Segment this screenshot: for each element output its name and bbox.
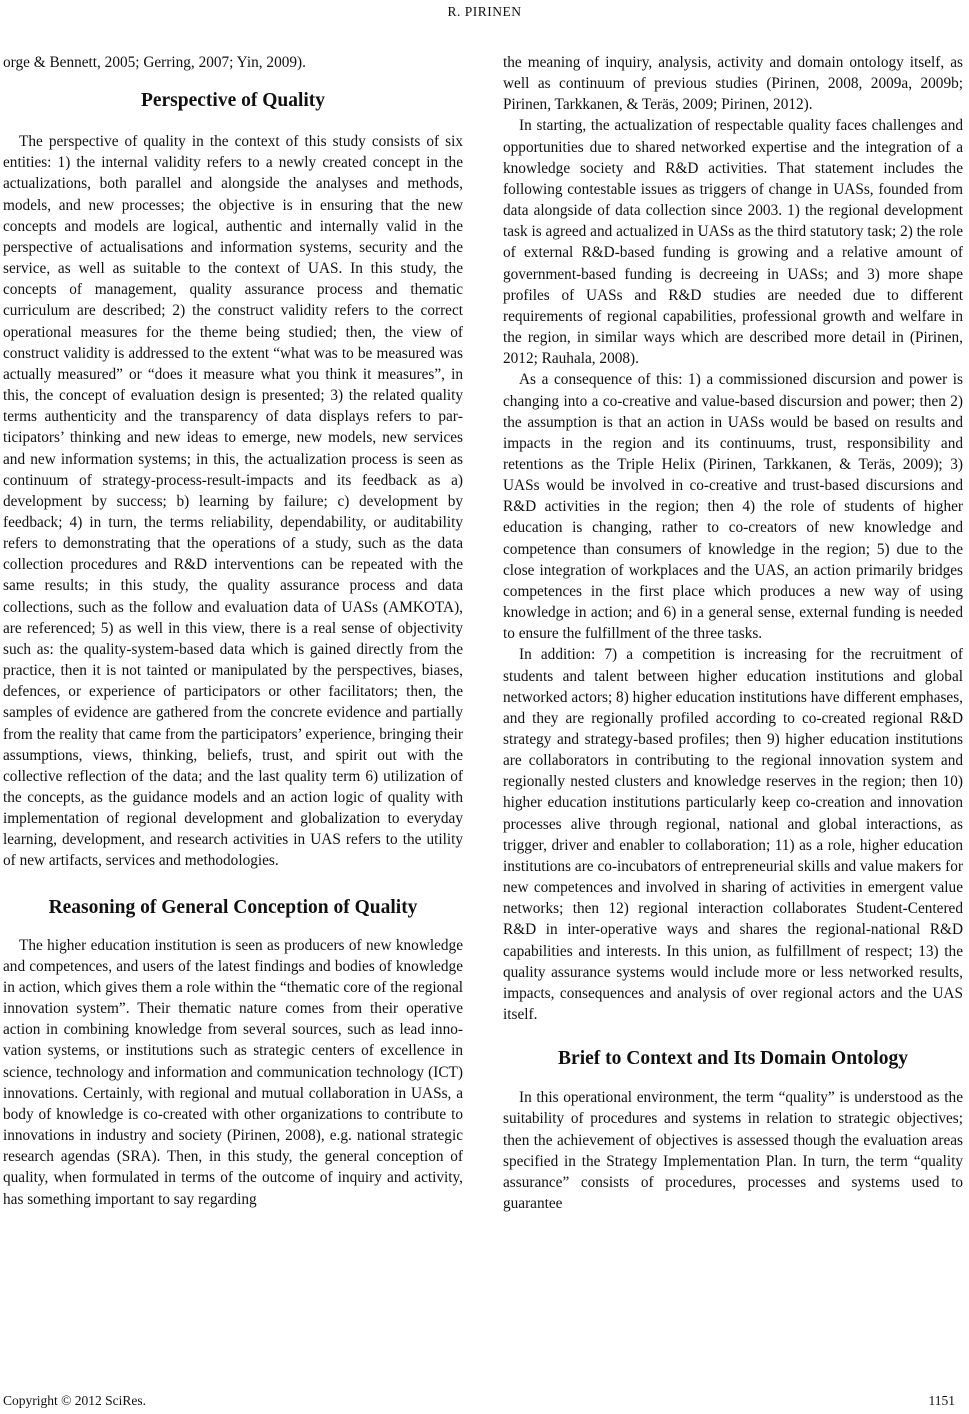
paragraph-continuation: the meaning of inquiry, analysis, activity and domain ontology itself, as well as continuum of previous studies (Pirinen, 2008, 2009a, 2009b; Pirinen, Tarkkanen, & Teräs, 2009; Pirinen, 2012). [503, 54, 963, 114]
section-heading-brief-to-context: Brief to Context and Its Domain Ontology [558, 1048, 908, 1070]
running-head: R. PIRINEN [447, 4, 522, 19]
paragraph-in-starting: In starting, the actualization of respectable quality faces challenges and opportunities due to shared networked expertise and the integration of a knowledge society and R&D activities. That statement includes the following contestable issues as triggers of change in UASs, founded from data alongside of data collection since 2003. 1) the regional development task is agreed and actualized in UASs as the third statutory task; 2) the role of external R&D-based funding is growing and a relative amount of government-based funding is decreeing in UASs; and 3) more shape profiles of UASs and R&D studies are needed due to different requirements of regional capabilities, professional growth and welfare in the region, in similar ways which are described more detail in (Pirinen, 2012; Rauhala, 2008). [503, 117, 963, 368]
copyright-notice: Copyright © 2012 SciRes. [3, 1393, 147, 1408]
paragraph-perspective-of-quality: The perspective of quality in the context of this study consists of six entities: 1) the internal validity refers to a newly created concept in the actualizations, both parallel and alongside the analyses and methods, models, and new processes; the objective is in ensuring that the new concepts and models are logical, authentic and internally valid in the perspective of actualisations and information systems, security and the service, as well as suitable to the context of UAS. In this study, the concepts of management, quality assurance process and thematic curriculum are described; 2) the construct validity refers to the correct operational measures for the theme being studied; then, the view of construct validity is addressed to the extent “what was to be measured was actually measured” or “does it measure what you think it measures”, in this, the concept of evaluation design is presented; 3) the related quality terms authenticity and the transparency of data displays refers to participators’ thinking and new ideas to emerge, new models, new services and new information systems; in this, the actualization process is seen as continuum of strategy-process-result-impacts and its feedback as a) development by success; b) learning by failure; c) development by feedback; 4) in turn, the terms reliability, dependability, or auditability refers to demonstrating that the operations of a study, such as the data collection procedures and R&D interventions can be repeated with the same results; in this study, the quality assurance process and data collections, such as the follow and evaluation data of UASs (AMKOTA), are referenced; 5) as well in this view, there is a real sense of objectivity such as: the quality-system-based data which is gained directly from the practice, then it is not tainted or manipulated by the perspectives, biases, defences, or experience of participators or other facilitators; then, the samples of evidence are gathered from the concrete evidence and partially from the reality that came from the participators’ experience, bringing their assumptions, views, thinking, beliefs, trust, and spirit out with the collective reflection of the data; and the last quality term 6) utilization of the concepts, as the guidance models and an action logic of quality with implementation of regional development and globalization to everyday learning, development, and research activities in UAS refers to the utility of new artifacts, services and methodologies. [3, 133, 463, 870]
section-heading-reasoning: Reasoning of General Conception of Quality [48, 896, 418, 918]
opening-fragment: orge & Bennett, 2005; Gerring, 2007; Yin, 2009). [3, 54, 306, 71]
paragraph-operational-environment: In this operational environment, the term “quality” is understood as the suitability of procedures and systems in relation to strategic objectives; then the achievement of objectives is assessed though the evaluation areas specified in the Strategy Implementation Plan. In turn, the term “quality assurance” consists of procedures, processes and systems used to guarantee [503, 1089, 963, 1212]
left-column [3, 52, 463, 1210]
page-number: 1151 [928, 1393, 955, 1408]
paragraph-reasoning: The higher education institution is seen as producers of new knowledge and competences, and users of the latest findings and bodies of knowledge in action, which gives them a role within the “thematic core of the regional innovation system”. Their thematic nature comes from their operative action in combining knowledge from several sources, such as lead innovation systems, or institutions such as strategic centers of excellence in science, technology and information and communication technology (ICT) innovations. Certainly, with regional and mutual collaboration in UASs, a body of knowledge is co-created with other organizations to contribute to innovations in industry and society (Pirinen, 2008), e.g. national strategic research agendas (SRA). Then, in this study, the general conception of quality, when formulated in terms of the outcome of inquiry and activity, has something important to say regarding [3, 936, 463, 1208]
right-column [503, 52, 963, 1214]
section-heading-perspective-of-quality: Perspective of Quality [140, 90, 326, 112]
paragraph-in-addition: In addition: 7) a competition is increasing for the recruitment of students and talent between higher education institutions and global networked actors; 8) higher education institutions have different emphases, and they are regionally profiled according to co-created regional R&D strategy and strategy-based profiles; then 9) higher education institutions are collaborators in contributing to the regional innovation system and regionally nested clusters and knowledge reserves in the region; then 10) higher education institutions particularly keep co-creation and innovation processes alive through regional, national and global interactions, as trigger, driver and enabler to collaboration; 11) as a role, higher education institutions are co-incubators of entrepreneurial skills and value makers for new competences and involved in sharing of activities in emergent value networks; then 12) regional interaction collaborates Student-Centered R&D in inter-operative ways and shares the regional-national R&D capabilities and interests. In this union, as fulfillment of respect; 13) the quality assurance systems would include more or less networked results, impacts, consequences and analysis of over regional actors and the UAS itself. [503, 646, 963, 1024]
paragraph-consequence: As a consequence of this: 1) a commissioned discursion and power is changing into a co-creative and value-based discursion and power; then 2) the assumption is that an action in UASs would be based on results and impacts in the region and its continuums, trust, responsibility and retentions as the Triple Helix (Pirinen, Tarkkanen, & Teräs, 2009); 3) UASs would be involved in co-creative and trust-based discursions and R&D activities in the region; then 4) the role of students of higher education is changing, rather to co-creators of new knowledge and competence than consumers of knowledge in the region; 5) due to the close integration of workplaces and the UAS, an action primarily bridges competences in the first place which produces a new way of using knowledge in action; and 6) in a general sense, external funding is needed to ensure the fulfillment of the three tasks. [503, 371, 963, 643]
